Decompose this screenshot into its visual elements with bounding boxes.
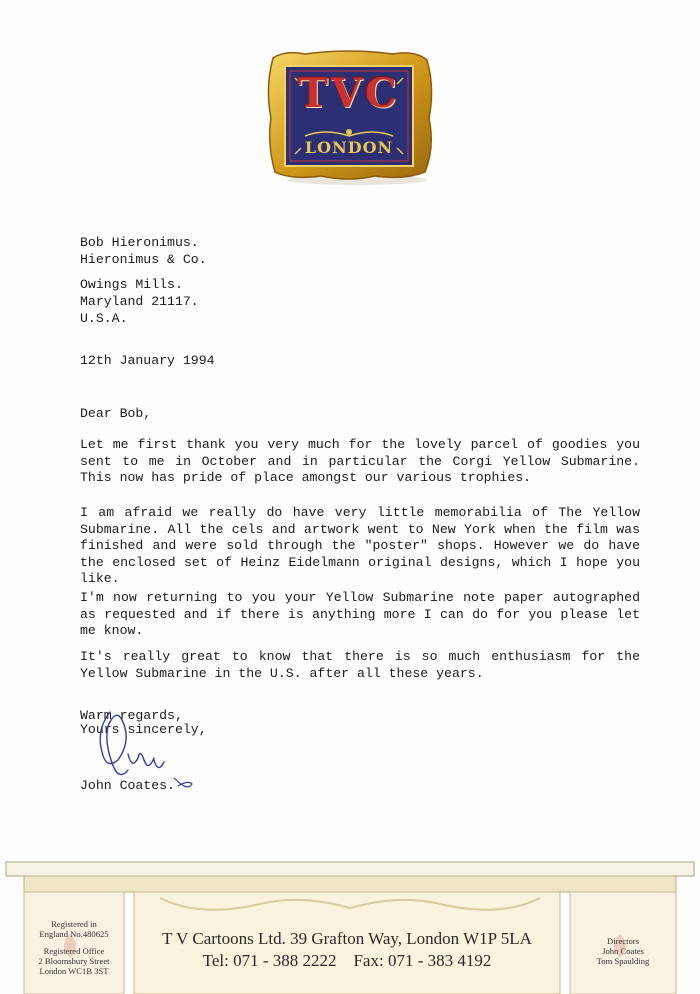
footer-phone-fax: Tel: 071 - 388 2222 Fax: 071 - 383 4192 <box>202 951 492 970</box>
letterhead-footer <box>0 858 700 994</box>
recipient-company: Hieronimus & Co. <box>80 252 207 267</box>
recipient-city: Owings Mills. <box>80 277 183 292</box>
recipient-state: Maryland 21117. <box>80 294 199 309</box>
footer-directors-label: Directors <box>607 936 639 946</box>
body-paragraph-3: I'm now returning to you your Yellow Submarine note paper autographed as requested and if there is anything more I can do for you please let me know. <box>80 590 640 639</box>
footer-registered-line-1: Registered in <box>51 919 97 929</box>
footer-company-address: T V Cartoons Ltd. 39 Grafton Way, London W1P 5LA <box>162 929 532 948</box>
salutation: Dear Bob, <box>80 406 152 421</box>
body-paragraph-1: Let me first thank you very much for the lovely parcel of goodies you sent to me in October and in particular the Corgi Yellow Submarine. This now has pride of place amongst our various trophies. <box>80 437 640 486</box>
tvc-london-logo <box>265 48 433 188</box>
sender-name: John Coates. <box>80 778 175 793</box>
logo-frame-graphic <box>265 48 433 188</box>
body-paragraph-2: I am afraid we really do have very little memorabilia of The Yellow Submarine. All the cels and artwork went to New York when the film was finished and were sold through the "poster" shops. However we do have the enclosed set of Heinz Eidelmann original designs, which I hope you like. <box>80 505 640 587</box>
closing-line-1: Warm regards, <box>80 708 183 723</box>
footer-registered-line-2: England No.480625 <box>39 929 109 939</box>
logo-title: TVC <box>298 70 400 117</box>
footer-director-2: Tom Spaulding <box>596 956 650 966</box>
footer-office-line-2: 2 Bloomsbury Street <box>38 956 110 966</box>
footer-director-1: John Coates <box>602 946 644 956</box>
logo-subtitle: LONDON <box>304 138 394 157</box>
footer-office-line-3: London WC1B 3ST <box>39 966 109 976</box>
letter-date: 12th January 1994 <box>80 353 215 368</box>
closing-line-2: Yours sincerely, <box>80 722 207 737</box>
recipient-name: Bob Hieronimus. <box>80 235 199 250</box>
body-paragraph-4: It's really great to know that there is so much enthusiasm for the Yellow Submarine in the U.S. after all these years. <box>80 649 640 681</box>
recipient-country: U.S.A. <box>80 311 128 326</box>
footer-office-line-1: Registered Office <box>43 946 105 956</box>
